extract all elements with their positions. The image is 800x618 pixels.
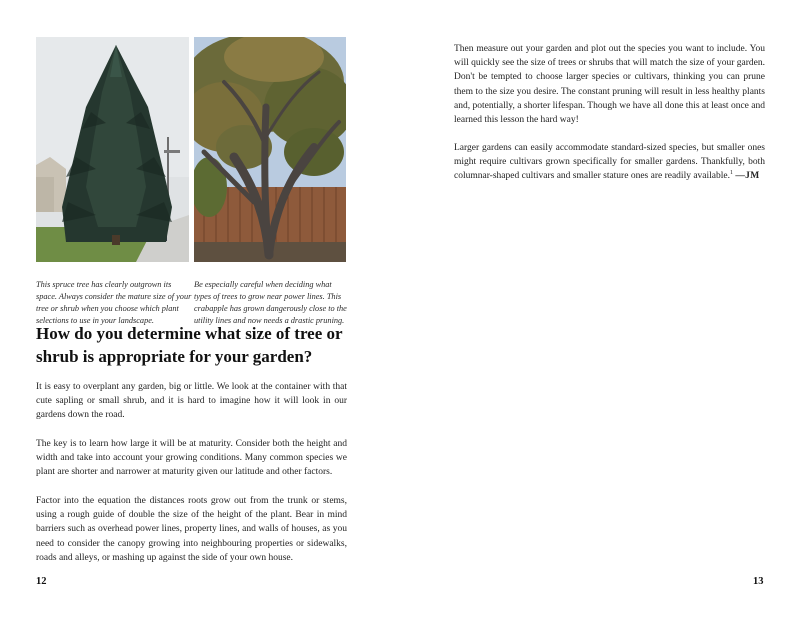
footnote-marker[interactable]: 1 xyxy=(730,170,733,177)
body-paragraph-text: Larger gardens can easily accommodate standard-sized species, but smaller ones might require cultivars grown specifically for smaller gardens. Thankfully, both columnar-shaped cultivars and smaller stature ones are readily available. xyxy=(454,143,765,182)
body-paragraph: Then measure out your garden and plot out the species you want to include. You will quickly see the size of trees or shrubs that will match the size of your garden. Don't be tempted to choose larger species or cultivars, thinking you can prune them to the size you desire. The constant pruning will result in less healthy plants and, potentially, a shorter lifespan. Though we have all done this at least once and learned this lesson the hard way! xyxy=(454,44,765,126)
section-heading: How do you determine what size of tree or shrub is appropriate for your garden? xyxy=(36,324,343,366)
body-paragraph: It is easy to overplant any garden, big or little. We look at the container with that cute sapling or small shrub, and it is hard to imagine how it will look in our gardens down the road. xyxy=(36,382,347,421)
body-paragraph: The key is to learn how large it will be at maturity. Consider both the height and width and take into account your growing conditions. Many common species we plant are shorter and narrower at maturity given our latitude and other factors. xyxy=(36,439,347,478)
photo-caption-spruce: This spruce tree has clearly outgrown its space. Always consider the mature size of your tree or shrub when you choose which plant selections to use in your landscape. xyxy=(36,280,192,326)
photo-caption-crabapple: Be especially careful when deciding what types of trees to grow near power lines. This crabapple has grown dangerously close to the utility lines and now needs a drastic pruning. xyxy=(194,280,347,326)
author-signature: —JM xyxy=(735,171,760,182)
page-number-left: 12 xyxy=(36,576,47,587)
body-paragraph-with-signature xyxy=(454,141,765,184)
page-number-right: 13 xyxy=(753,576,764,587)
spruce-tree-photo xyxy=(36,37,189,262)
body-paragraph: Factor into the equation the distances roots grow out from the trunk or stems, using a rough guide of double the size of the height of the plant. Bear in mind barriers such as overhead power lines, property lines, and walls of houses, as you need to consider the canopy growing into neighbouring properties or sidewalks, roads and alleys, or mashing up against the side of your own house. xyxy=(36,496,347,563)
crabapple-tree-photo xyxy=(194,37,346,262)
